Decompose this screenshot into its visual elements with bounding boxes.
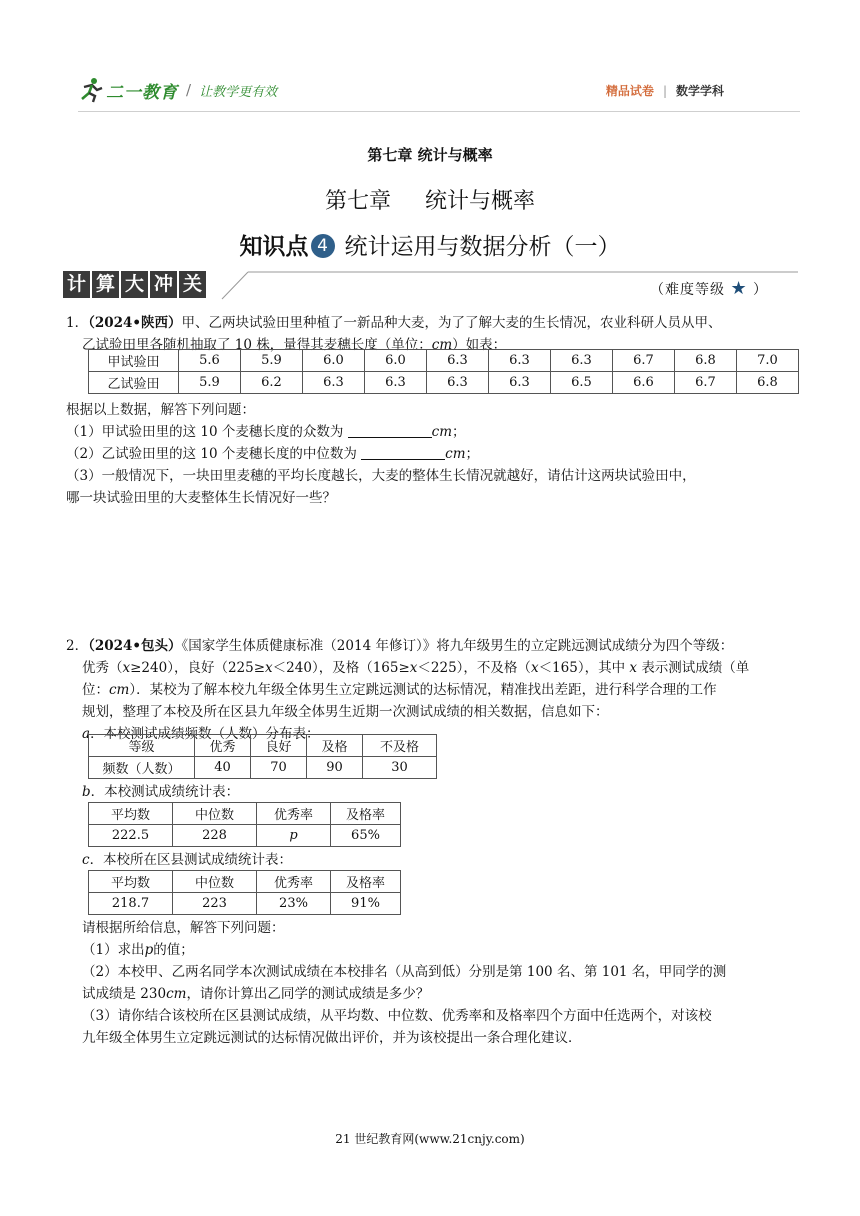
var-x: x: [122, 660, 131, 676]
q2-table-a: [88, 734, 437, 779]
table-cell: 23%: [257, 893, 331, 915]
table-cell: 频数（人数）: [89, 757, 195, 779]
table-cell: 6.0: [365, 350, 427, 372]
table-cell: 及格率: [331, 803, 401, 825]
banner-char: 大: [121, 271, 148, 298]
chapter-name: 统计与概率: [425, 189, 536, 214]
q2-line4: 规划，整理了本校及所在区县九年级全体男生近期一次测试成绩的相关数据，信息如下：: [82, 704, 609, 720]
table-cell: 7.0: [737, 350, 799, 372]
table-cell: 65%: [331, 825, 401, 847]
star-icon: ★: [730, 278, 748, 299]
header-divider: [78, 111, 800, 112]
table-cell: p: [257, 825, 331, 847]
info-c-text: ．本校所在区县测试成绩统计表：: [89, 852, 293, 868]
q1-s3-line2: 哪一块试验田里的大麦整体生长情况好一些？: [66, 490, 336, 506]
table-cell: 6.0: [303, 350, 365, 372]
info-a-text: ．本校测试成绩频数（人数）分布表：: [90, 726, 320, 742]
header-separator: |: [662, 83, 667, 98]
divider-slash: /: [186, 81, 192, 99]
difficulty-end: ）: [753, 282, 769, 298]
info-a-letter: a: [82, 726, 91, 742]
kp-title: 统计运用与数据分析（一）: [344, 234, 621, 260]
table-row: [89, 757, 437, 779]
table-cell: 及格率: [331, 871, 401, 893]
q2-s1-a: （1）求出: [82, 942, 145, 958]
q2-s2-line1: （2）本校甲、乙两名同学本次测试成绩在本校排名（从高到低）分别是第 100 名、第 101 名，甲同学的测: [82, 964, 727, 980]
q2-source: （2024•包头）: [88, 638, 182, 654]
info-c-letter: c: [82, 852, 90, 868]
q2-line2-f: 表示测试成绩（单: [641, 660, 750, 676]
table-cell: 良好: [251, 735, 307, 757]
table-cell: 6.3: [489, 372, 551, 394]
q2-s3-line2: 九年级全体男生立定跳远测试的达标情况做出评价，并为该校提出一条合理化建议．: [82, 1030, 582, 1046]
table-cell: 5.9: [179, 372, 241, 394]
table-cell: 平均数: [89, 871, 173, 893]
table-row: [89, 803, 401, 825]
q1-s2: （2）乙试验田里的这 10 个麦穗长度的中位数为: [66, 446, 357, 462]
runner-logo-icon: [78, 77, 104, 103]
table-cell: 优秀: [195, 735, 251, 757]
q2-line2-a: 优秀（: [82, 660, 123, 676]
answer-blank[interactable]: [348, 423, 432, 438]
table-cell: 6.3: [303, 372, 365, 394]
q2-line2-b: ≥240），良好（225≥: [130, 660, 266, 676]
table-cell: 223: [173, 893, 257, 915]
table-cell: 6.2: [241, 372, 303, 394]
kp-number-badge: 4: [311, 234, 335, 258]
q2-line3-b: ）．某校为了解本校九年级全体男生立定跳远测试的达标情况，精准找出差距，进行科学合理的工作: [129, 682, 717, 698]
difficulty-level: [650, 278, 768, 299]
q1-number: 1．: [66, 315, 89, 331]
table-cell: 6.3: [427, 350, 489, 372]
page-footer: 21 世纪教育网(www.21cnjy.com): [335, 1132, 525, 1146]
difficulty-label: （难度等级: [650, 282, 725, 298]
table-cell: 40: [195, 757, 251, 779]
table-row: [89, 735, 437, 757]
q1-s2-unit: cm: [445, 446, 466, 462]
q2-subquestions: [66, 917, 800, 1049]
q1-lead: 根据以上数据，解答下列问题：: [66, 402, 255, 418]
q2-line2-c: ＜240），及格（165≥: [272, 660, 410, 676]
brand-name: 二一教育: [106, 82, 178, 103]
table-cell: 不及格: [363, 735, 437, 757]
q1-subquestions: [66, 399, 800, 509]
q2-lead: 请根据所给信息，解答下列问题：: [82, 920, 285, 936]
q1-stem-line2: 乙试验田里各随机抽取了 10 株，量得其麦穗长度（单位：: [82, 337, 432, 353]
table-cell: 5.9: [241, 350, 303, 372]
brand-slogan: 让教学更有效: [199, 84, 278, 100]
q2-line3-a: 位：: [82, 682, 109, 698]
table-cell: 70: [251, 757, 307, 779]
table-cell: 6.3: [551, 350, 613, 372]
info-b-letter: b: [82, 784, 91, 800]
q2-s1-b: 的值；: [153, 942, 194, 958]
q2-line2-d: ＜225），不及格（: [417, 660, 531, 676]
var-x: x: [629, 660, 638, 676]
var-x: x: [409, 660, 418, 676]
running-title: 第七章 统计与概率: [367, 146, 493, 164]
banner-char: 关: [179, 271, 206, 298]
q2-s2-line2-a: 试成绩是 230: [82, 986, 167, 1002]
q1-s1-unit: cm: [431, 424, 453, 440]
table-cell: 6.8: [737, 372, 799, 394]
table-cell: 6.8: [675, 350, 737, 372]
table-cell: 5.6: [179, 350, 241, 372]
q2-unit: cm: [109, 682, 130, 698]
chapter-number: 第七章: [324, 189, 391, 214]
q2-line1: 《国家学生体质健康标准（2014 年修订）》将九年级男生的立定跳远测试成绩分为四个等级：: [181, 638, 734, 654]
var-x: x: [530, 660, 539, 676]
header-label: 精品试卷: [605, 84, 654, 98]
q1-s1: （1）甲试验田里的这 10 个麦穗长度的众数为: [66, 424, 344, 440]
var-p: p: [144, 942, 154, 958]
banner-char: 冲: [150, 271, 177, 298]
table-cell: 乙试验田: [89, 372, 179, 394]
table-cell: 6.3: [489, 350, 551, 372]
table-cell: 90: [307, 757, 363, 779]
table-cell: 及格: [307, 735, 363, 757]
table-cell: 228: [173, 825, 257, 847]
table-row: [89, 871, 401, 893]
table-cell: 中位数: [173, 871, 257, 893]
kp-label: 知识点: [239, 234, 309, 260]
table-cell: 6.7: [613, 350, 675, 372]
header-subject: 数学学科: [675, 84, 724, 98]
info-b-text: ．本校测试成绩统计表：: [90, 784, 240, 800]
table-row: [89, 350, 799, 372]
q1-s2-semi: ；: [465, 446, 480, 462]
q2-number: 2．: [66, 638, 89, 654]
table-cell: 甲试验田: [89, 350, 179, 372]
banner-char: 算: [92, 271, 119, 298]
table-cell: 222.5: [89, 825, 173, 847]
table-cell: 平均数: [89, 803, 173, 825]
table-cell: 6.5: [551, 372, 613, 394]
q2-s2-line2-b: ，请你计算出乙同学的测试成绩是多少？: [186, 986, 430, 1002]
q1-stem-line2-end: ）如表：: [452, 337, 507, 353]
q2-stem: [66, 635, 800, 745]
table-row: [89, 372, 799, 394]
table-cell: 91%: [331, 893, 401, 915]
q1-s3-line1: （3）一般情况下，一块田里麦穗的平均长度越长，大麦的整体生长情况就越好，请估计这两块试验田中，: [66, 468, 696, 484]
q1-source: （2024•陕西）: [88, 315, 182, 331]
banner-char: 计: [63, 271, 90, 298]
table-row: [89, 825, 401, 847]
brand-logo: [78, 76, 277, 104]
table-row: [89, 893, 401, 915]
table-cell: 中位数: [173, 803, 257, 825]
table-cell: 优秀率: [257, 803, 331, 825]
table-cell: 6.3: [365, 372, 427, 394]
q2-table-c: [88, 870, 401, 915]
table-cell: 等级: [89, 735, 195, 757]
q2-s2-unit: cm: [166, 986, 187, 1002]
q1-table: [88, 349, 799, 394]
q2-table-b: [88, 802, 401, 847]
q1-stem-line1: 甲、乙两块试验田里种植了一新品种大麦，为了了解大麦的生长情况，农业科研人员从甲、: [181, 315, 722, 331]
table-cell: 30: [363, 757, 437, 779]
q2-s3-line1: （3）请你结合该校所在区县测试成绩，从平均数、中位数、优秀率和及格率四个方面中任选两个，对该校: [82, 1008, 712, 1024]
section-banner: [63, 271, 208, 298]
knowledge-point-title: [0, 228, 860, 261]
header-right: [606, 82, 724, 99]
info-c: [66, 849, 800, 871]
table-cell: 优秀率: [257, 871, 331, 893]
table-cell: 6.6: [613, 372, 675, 394]
q1-unit: cm: [431, 337, 453, 353]
chapter-title: [0, 184, 860, 215]
info-b: [66, 781, 800, 803]
table-cell: 218.7: [89, 893, 173, 915]
q1-s1-semi: ；: [452, 424, 466, 440]
var-x: x: [265, 660, 273, 676]
table-cell: 6.7: [675, 372, 737, 394]
answer-blank[interactable]: [361, 445, 445, 460]
table-cell: 6.3: [427, 372, 489, 394]
q2-line2-e: ＜165），其中: [538, 660, 626, 676]
